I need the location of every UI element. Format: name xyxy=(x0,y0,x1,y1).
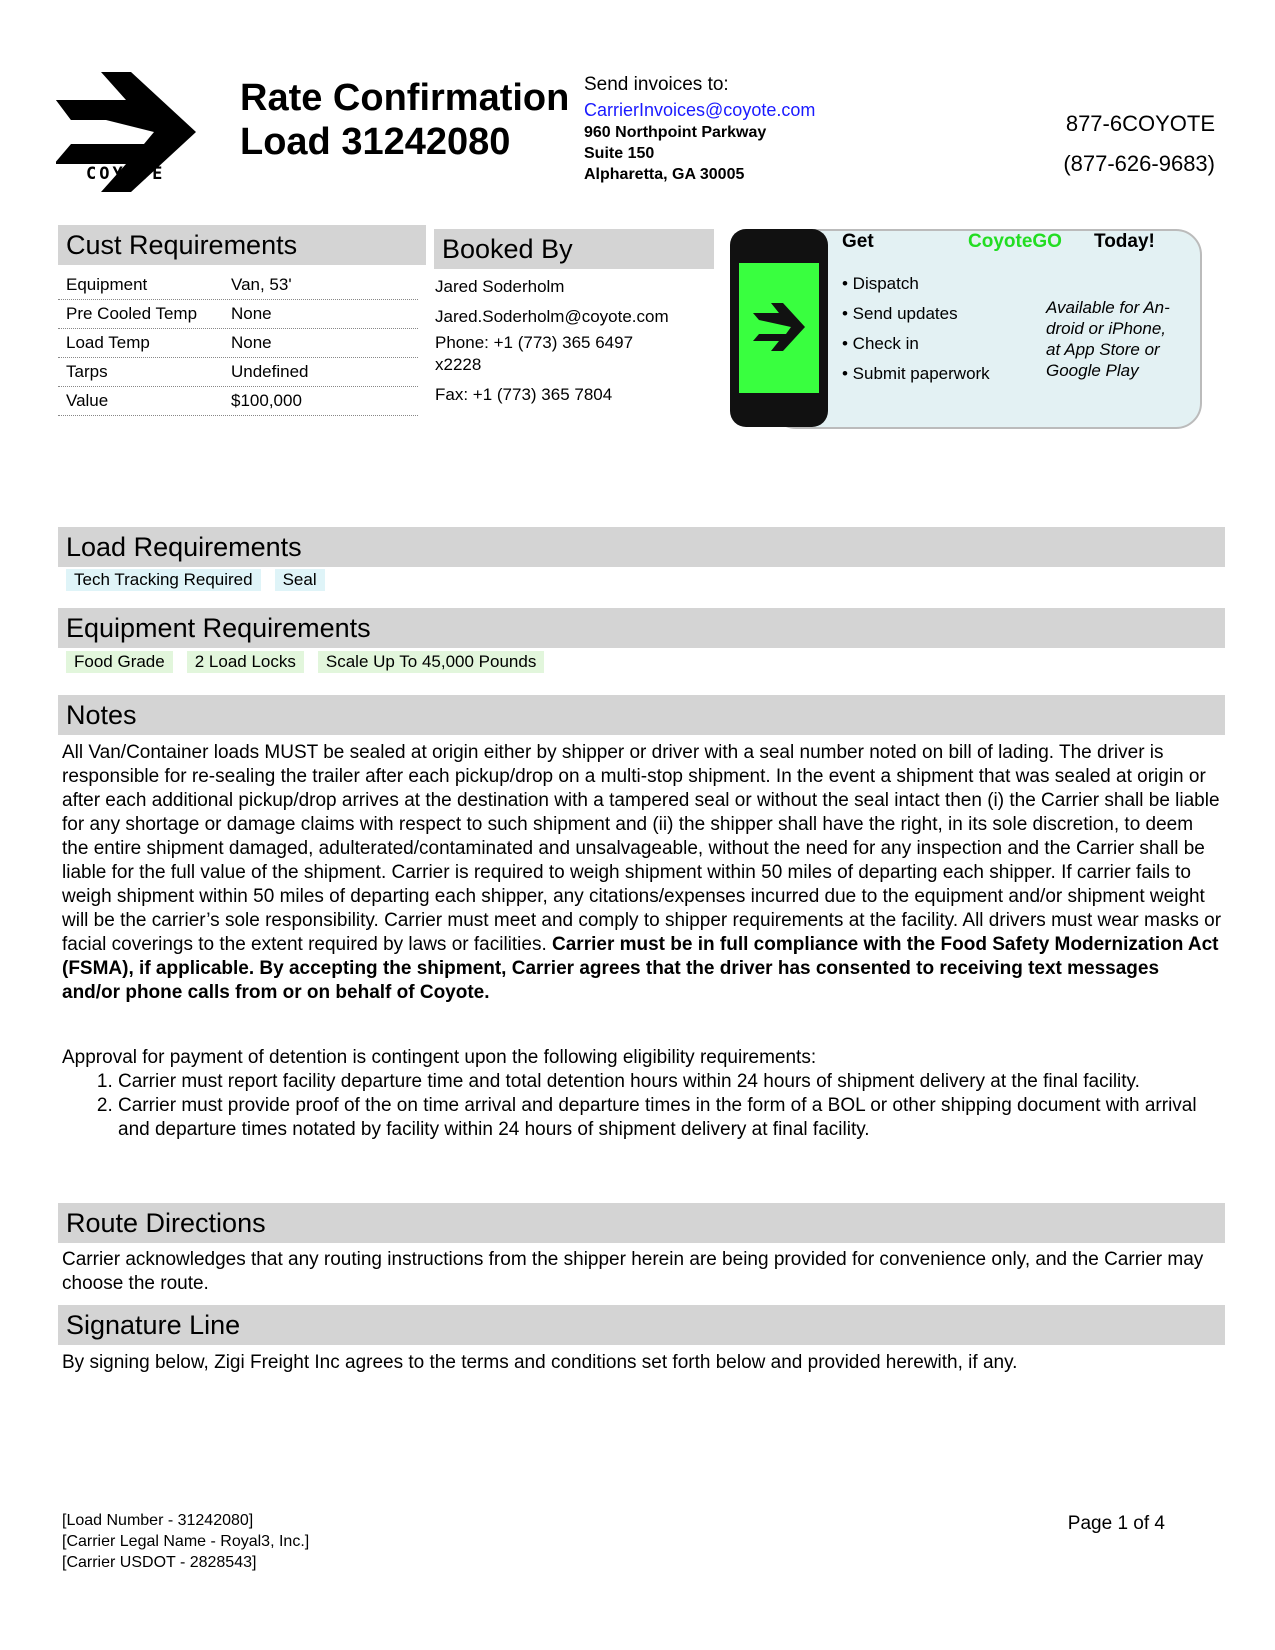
table-row xyxy=(58,329,418,358)
row-label: Value xyxy=(66,391,109,410)
logo-wordmark: COYOTE xyxy=(86,164,166,184)
table-row xyxy=(58,300,418,329)
list-item: • Submit paperwork xyxy=(842,364,990,383)
booker-name: Jared Soderholm xyxy=(435,277,565,296)
booker-extension: x2228 xyxy=(435,355,482,374)
promo-availability xyxy=(1046,297,1194,381)
booked-by-header: Booked By xyxy=(434,229,714,269)
invoice-info xyxy=(584,74,815,185)
tag-load-locks: 2 Load Locks xyxy=(187,651,304,673)
signature-text: By signing below, Zigi Freight Inc agrees to the terms and conditions set forth below and provided herewith, if any. xyxy=(62,1352,1018,1373)
promo-app-name: CoyoteGO xyxy=(968,231,1062,252)
row-value: None xyxy=(231,304,272,323)
detention-requirements xyxy=(62,1046,1222,1142)
footer-info xyxy=(62,1510,309,1573)
equipment-requirements-tags xyxy=(66,651,558,673)
footer-carrier-usdot: [Carrier USDOT - 2828543] xyxy=(62,1554,257,1571)
tag-scale: Scale Up To 45,000 Pounds xyxy=(318,651,544,673)
row-label: Tarps xyxy=(66,362,108,381)
cust-requirements-table xyxy=(58,271,418,416)
table-row xyxy=(58,358,418,387)
page-number: Page 1 of 4 xyxy=(1067,1513,1165,1534)
coyote-arrow-icon xyxy=(739,263,819,393)
table-row xyxy=(58,271,418,300)
row-value: Undefined xyxy=(231,362,309,381)
promo-today: Today! xyxy=(1094,231,1155,252)
notes-text: All Van/Container loads MUST be sealed at origin either by shipper or driver with a seal number noted on bill of lading. The driver is responsible for re-sealing the trailer after each pickup/drop on a multi-stop shipment. In the event a shipment that was sealed at origin or after each additional pickup/drop arrives at the destination with a tampered seal or without the seal intact then (i) the Carrier shall be liable for any shortage or damage claims with respect to such shipment and (ii) the shipper shall have the right, in its sole discretion, to deem the entire shipment damaged, adulterated/contaminated and unsalvageable, without the need for any inspection and the Carrier shall be liable for the full value of the shipment. Carrier is required to weigh shipment within 50 miles of departing each shipper. If carrier fails to weigh shipment within 50 miles of departing each shipper, any citations/expenses incurred due to the equipment and/or shipment weight will be the carrier’s sole responsibility. Carrier must meet and comply to shipper requirements at the facility. All drivers must wear masks or facial coverings to the extent required by laws or facilities. xyxy=(62,742,1222,955)
list-item: • Send updates xyxy=(842,304,958,323)
address-line-3: Alpharetta, GA 30005 xyxy=(584,166,745,183)
phone-icon xyxy=(730,229,828,427)
row-label: Equipment xyxy=(66,275,148,294)
booker-email[interactable]: Jared.Soderholm@coyote.com xyxy=(435,307,669,326)
footer-load-number: [Load Number - 31242080] xyxy=(62,1512,254,1529)
notes-header: Notes xyxy=(58,695,1225,735)
cust-requirements-header: Cust Requirements xyxy=(58,225,426,265)
booked-by-info xyxy=(435,276,669,406)
notes-body xyxy=(62,741,1222,1005)
phone-number: (877-626-9683) xyxy=(1063,151,1215,176)
title-load-number: Load 31242080 xyxy=(240,121,511,163)
address-line-2: Suite 150 xyxy=(584,145,655,162)
document-title xyxy=(240,76,569,164)
row-value: Van, 53' xyxy=(231,275,292,294)
booker-fax: Fax: +1 (773) 365 7804 xyxy=(435,385,613,404)
row-value: $100,000 xyxy=(231,391,302,410)
title-rate-confirmation: Rate Confirmation xyxy=(240,77,570,119)
detention-intro: Approval for payment of detention is contingent upon the following eligibility requirements: xyxy=(62,1047,817,1068)
phone-screen xyxy=(739,263,819,393)
promo-features xyxy=(842,269,990,389)
promo-get: Get xyxy=(842,231,874,252)
detention-list xyxy=(62,1070,1222,1142)
load-requirements-header: Load Requirements xyxy=(58,527,1225,567)
availability-line: Available for An- xyxy=(1046,298,1170,317)
coyote-logo xyxy=(56,72,206,192)
invoice-label: Send invoices to: xyxy=(584,74,729,95)
tag-tech-tracking: Tech Tracking Required xyxy=(66,569,261,591)
row-label: Load Temp xyxy=(66,333,150,352)
coyotego-promo xyxy=(730,229,1200,427)
booker-phone: Phone: +1 (773) 365 6497 xyxy=(435,333,634,352)
equipment-requirements-header: Equipment Requirements xyxy=(58,608,1225,648)
availability-line: droid or iPhone, xyxy=(1046,319,1167,338)
list-item: • Dispatch xyxy=(842,274,919,293)
route-directions-header: Route Directions xyxy=(58,1203,1225,1243)
invoice-email-link[interactable]: CarrierInvoices@coyote.com xyxy=(584,100,816,120)
availability-line: at App Store or xyxy=(1046,340,1160,359)
notes-bold-text: Carrier must be in full compliance with the Food Safety Modernization Act (FSMA), if applicable. By accepting the shipment, Carrier agrees that the driver has consented to receiving text messages and/or phone calls from or on behalf of Coyote. xyxy=(62,934,1219,1003)
table-row xyxy=(58,387,418,416)
tag-seal: Seal xyxy=(275,569,325,591)
address-line-1: 960 Northpoint Parkway xyxy=(584,124,767,141)
availability-line: Google Play xyxy=(1046,361,1139,380)
signature-line-header: Signature Line xyxy=(58,1305,1225,1345)
list-item: 2. Carrier must provide proof of the on time arrival and departure times in the form of a BOL or other shipping document with arrival and departure times notated by facility within 24 hours of shipment delivery at final facility. xyxy=(118,1094,1222,1142)
coyote-phones xyxy=(1015,104,1215,184)
route-directions-text: Carrier acknowledges that any routing instructions from the shipper herein are being provided for convenience only, and the Carrier may choose the route. xyxy=(62,1249,1204,1294)
list-item: 1. Carrier must report facility departure time and total detention hours within 24 hours of shipment delivery at the final facility. xyxy=(118,1070,1222,1094)
load-requirements-tags xyxy=(66,569,339,591)
row-value: None xyxy=(231,333,272,352)
phone-vanity: 877-6COYOTE xyxy=(1065,111,1215,136)
row-label: Pre Cooled Temp xyxy=(66,304,198,323)
tag-food-grade: Food Grade xyxy=(66,651,173,673)
list-item: • Check in xyxy=(842,334,919,353)
footer-carrier-name: [Carrier Legal Name - Royal3, Inc.] xyxy=(62,1533,310,1550)
